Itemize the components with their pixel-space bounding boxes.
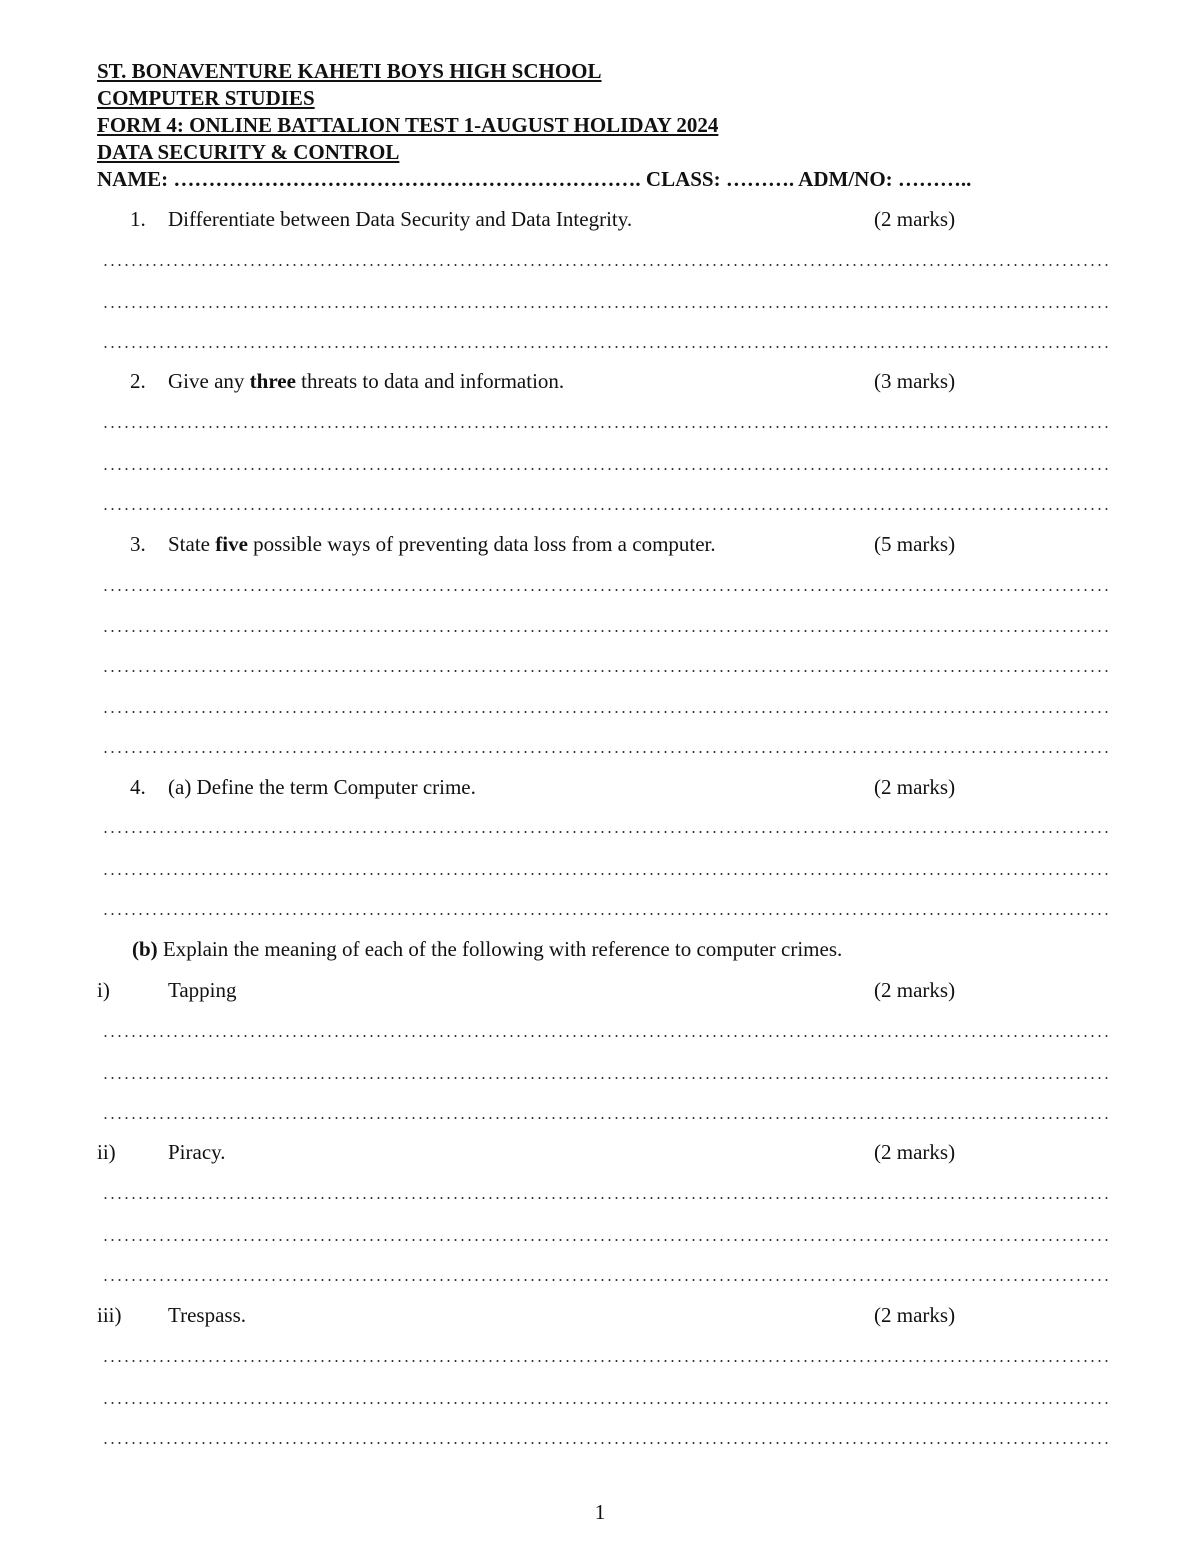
question-text-part: State: [168, 532, 216, 556]
question-number: iii): [97, 1303, 122, 1327]
question-number: 1.: [130, 207, 146, 231]
answer-line[interactable]: [102, 751, 1108, 753]
answer-line[interactable]: [102, 306, 1108, 308]
school-name: ST. BONAVENTURE KAHETI BOYS HIGH SCHOOL: [97, 59, 602, 83]
question-number: 3.: [130, 532, 146, 556]
answer-line[interactable]: [102, 1239, 1108, 1241]
answer-line[interactable]: [102, 913, 1108, 915]
answer-line[interactable]: [102, 468, 1108, 470]
answer-line[interactable]: [102, 1402, 1108, 1404]
answer-line[interactable]: [102, 873, 1108, 875]
answer-line[interactable]: [102, 264, 1108, 266]
question-text: Trespass.: [168, 1303, 246, 1327]
answer-line[interactable]: [102, 831, 1108, 833]
exam-title: FORM 4: ONLINE BATTALION TEST 1-AUGUST HOLIDAY 2024: [97, 113, 719, 137]
answer-line[interactable]: [102, 630, 1108, 632]
marks-label: (3 marks): [874, 369, 956, 393]
question-text: Piracy.: [168, 1140, 226, 1164]
question-number: i): [97, 978, 110, 1002]
question-text-part: possible ways of preventing data loss from a computer.: [247, 532, 716, 556]
question-text: [168, 368, 564, 395]
question-text-part: Give any: [168, 369, 250, 393]
answer-line[interactable]: [102, 670, 1108, 672]
marks-label: (2 marks): [874, 207, 956, 231]
answer-line[interactable]: [102, 1117, 1108, 1119]
marks-label: (2 marks): [874, 1140, 956, 1164]
marks-label: (2 marks): [874, 1303, 956, 1327]
question-part-label: (b): [132, 937, 158, 961]
answer-line[interactable]: [102, 1442, 1108, 1444]
emphasis-word: five: [215, 532, 248, 556]
question-number: ii): [97, 1140, 116, 1164]
question-text: [168, 531, 716, 558]
marks-label: (5 marks): [874, 532, 956, 556]
page-number: 1: [594, 1500, 606, 1524]
question-text: Explain the meaning of each of the following with reference to computer crimes.: [157, 937, 843, 961]
question-text: Tapping: [168, 978, 237, 1002]
answer-line[interactable]: [102, 589, 1108, 591]
answer-line[interactable]: [102, 1077, 1108, 1079]
answer-line[interactable]: [102, 1360, 1108, 1362]
answer-line[interactable]: [102, 426, 1108, 428]
student-details-row: NAME: …………………………………………………………. CLASS: ………. ADM/NO: ………..: [97, 167, 972, 191]
answer-line[interactable]: [102, 1035, 1108, 1037]
answer-line[interactable]: [102, 346, 1108, 348]
question-text-part: threats to data and information.: [295, 369, 565, 393]
emphasis-word: three: [249, 369, 296, 393]
answer-line[interactable]: [102, 1279, 1108, 1281]
answer-line[interactable]: [102, 508, 1108, 510]
answer-line[interactable]: [102, 711, 1108, 713]
answer-line[interactable]: [102, 1197, 1108, 1199]
subject-title: COMPUTER STUDIES: [97, 86, 315, 110]
marks-label: (2 marks): [874, 775, 956, 799]
question-number: 4.: [130, 775, 146, 799]
question-number: 2.: [130, 369, 146, 393]
question-4b: [132, 936, 842, 963]
topic-title: DATA SECURITY & CONTROL: [97, 140, 400, 164]
question-text: Differentiate between Data Security and Data Integrity.: [168, 207, 633, 231]
marks-label: (2 marks): [874, 978, 956, 1002]
question-text: (a) Define the term Computer crime.: [168, 775, 476, 799]
